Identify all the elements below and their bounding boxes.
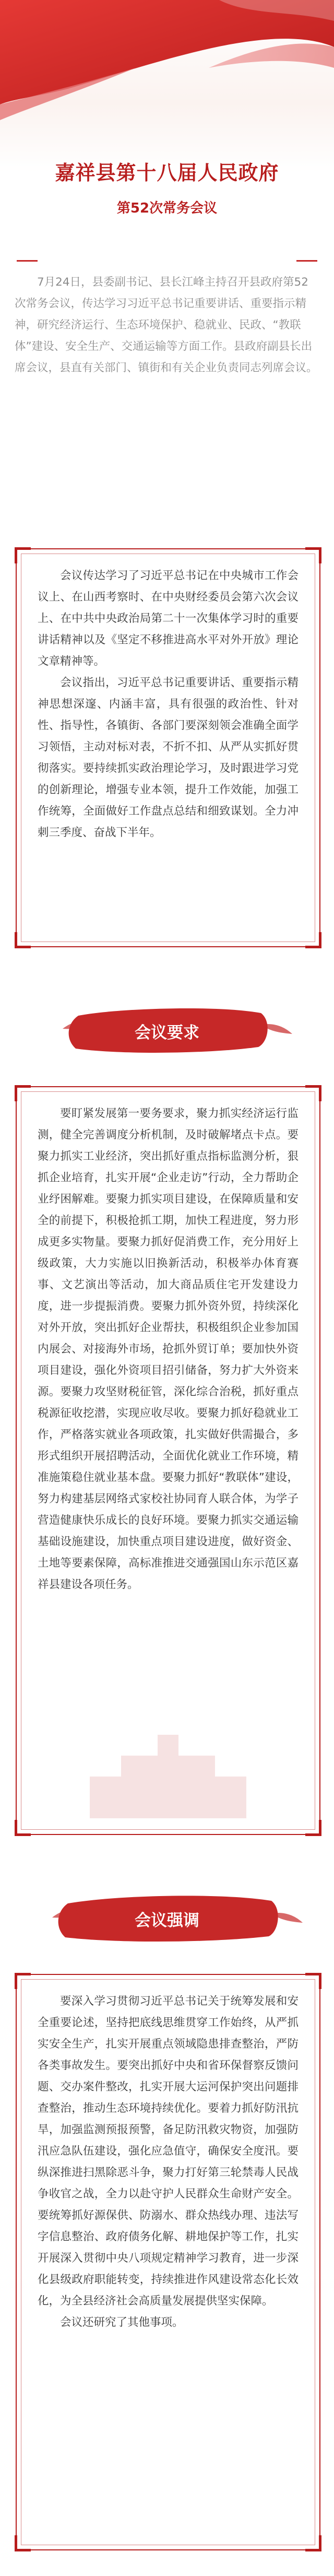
- section3-title: 会议强调: [135, 1911, 199, 1930]
- section3-paragraph-1: 要深入学习贯彻习近平总书记关于统筹发展和安全重要论述，坚持把底线思维贯穿工作始终，从严抓实安全生产，扎实开展重点领域隐患排查整治，严防各类事故发生。要突出抓好中央和省环保督察反馈问题、交办案件整改，扎实开展大运河保护突出问题排查整治，推动生态环境持续优化。要着力抓好防汛抗旱，加强监测预报预警，备足防汛救灾物资，加强防汛应急队伍建设，强化应急值守，确保安全度汛。要纵深推进扫黑除恶斗争，聚力打好第三轮禁毒人民战争收官之战，全力以赴守护人民群众生命财产安全。要统筹抓好源保供、防溺水、群众热线办理、违法写字信息整治、政府债务化解、耕地保护等工作，扎实开展深入贯彻中央八项规定精神学习教育，进一步深化县级政府职能转变，持续推进作风建设常态化长效化，为全县经济社会高质量发展提供坚实保障。: [38, 1995, 299, 2308]
- section3-header: [0, 1880, 334, 1958]
- section1-paragraph-2: 会议指出，习近平总书记重要讲话、重要指示精神思想深邃、内涵丰富，具有很强的政治性、针对性、指导性，各镇街、各部门要深刻领会准确全面学习领悟，主动对标对表，不折不扣、从严从实抓好贯彻落实。要持续抓实政治理论学习，及时跟进学习党的创新理论，增强专业本领，提升工作效能，加强工作统筹，全面做好工作盘点总结和细致谋划。全力冲刺三季度、奋战下半年。: [38, 676, 299, 839]
- section1-paragraph-1: 会议传达学习了习近平总书记在中央城市工作会议上、在山西考察时、在中央财经委员会第六次会议上、在中共中央政治局第二十一次集体学习时的重要讲话精神以及《坚定不移推进高水平对外开放》理论文章精神等。: [38, 569, 299, 668]
- page-title: 嘉祥县第十八届人民政府: [55, 161, 279, 184]
- section2-header: [0, 992, 334, 1071]
- building-watermark-icon: [17, 1719, 319, 1824]
- header-banner: [0, 0, 334, 172]
- section3-box: [16, 1974, 320, 2550]
- divider-left: [17, 260, 38, 262]
- section2-title: 会议要求: [135, 1024, 199, 1042]
- section2-paragraph-1: 要盯紧发展第一要务要求，聚力抓实经济运行监测，健全完善调度分析机制，及时破解堵点卡点。要聚力抓实工业经济，突出抓好重点指标监测分析，狠抓企业培育，扎实开展“企业走访”行动，全力帮助企业纾困解难。要聚力抓实项目建设，在保障质量和安全的前提下，积极抢抓工期，加快工程进度，努力形成更多实物量。要聚力抓好促消费工作，充分用好上级政策，大力实施以旧换新活动，积极举办体育赛事、文艺演出等活动，加大商品质住宅开发建设力度，进一步提振消费。要聚力抓外资外贸，持续深化对外开放，突出抓好企业帮扶，积极组织企业参加国内展会、对接海外市场，抢抓外贸订单；要加快外资项目建设，强化外资项目招引储备，努力扩大外资来源。要聚力攻坚财税征管，深化综合治税，抓好重点税源征收挖潜，实现应收尽收。要聚力抓好稳就业工作，严格落实就业各项政策，扎实做好供需撮合，多形式组织开展招聘活动，全面优化就业工作环境，精准施策稳住就业基本盘。要聚力抓好“教联体”建设，努力构建基层网络式家校社协同育人联合体，为学子营造健康快乐成长的良好环境。要聚力抓实交通运输基础设施建设，加快重点项目建设进度，做好资金、土地等要素保障，高标准推进交通强国山东示范区嘉祥县建设各项任务。: [38, 1107, 299, 1591]
- section2-box: [16, 1086, 320, 1835]
- section3-paragraph-2: 会议还研究了其他事项。: [60, 2316, 184, 2329]
- divider-right: [296, 260, 317, 262]
- intro-paragraph: 7月24日，县委副书记、县长江峰主持召开县政府第52次常务会议，传达学习习近平总书记重要讲话、重要指示精神，研究经济运行、生态环境保护、稳就业、民政、“教联体”建设、安全生产、交通运输等方面工作。县政府副县长出席会议，县直有关部门、镇街和有关企业负责同志列席会议。: [15, 276, 318, 374]
- section1-box: [16, 548, 320, 947]
- red-ribbon-decoration: [0, 0, 334, 172]
- page-subtitle: 第52次常务会议: [116, 201, 218, 216]
